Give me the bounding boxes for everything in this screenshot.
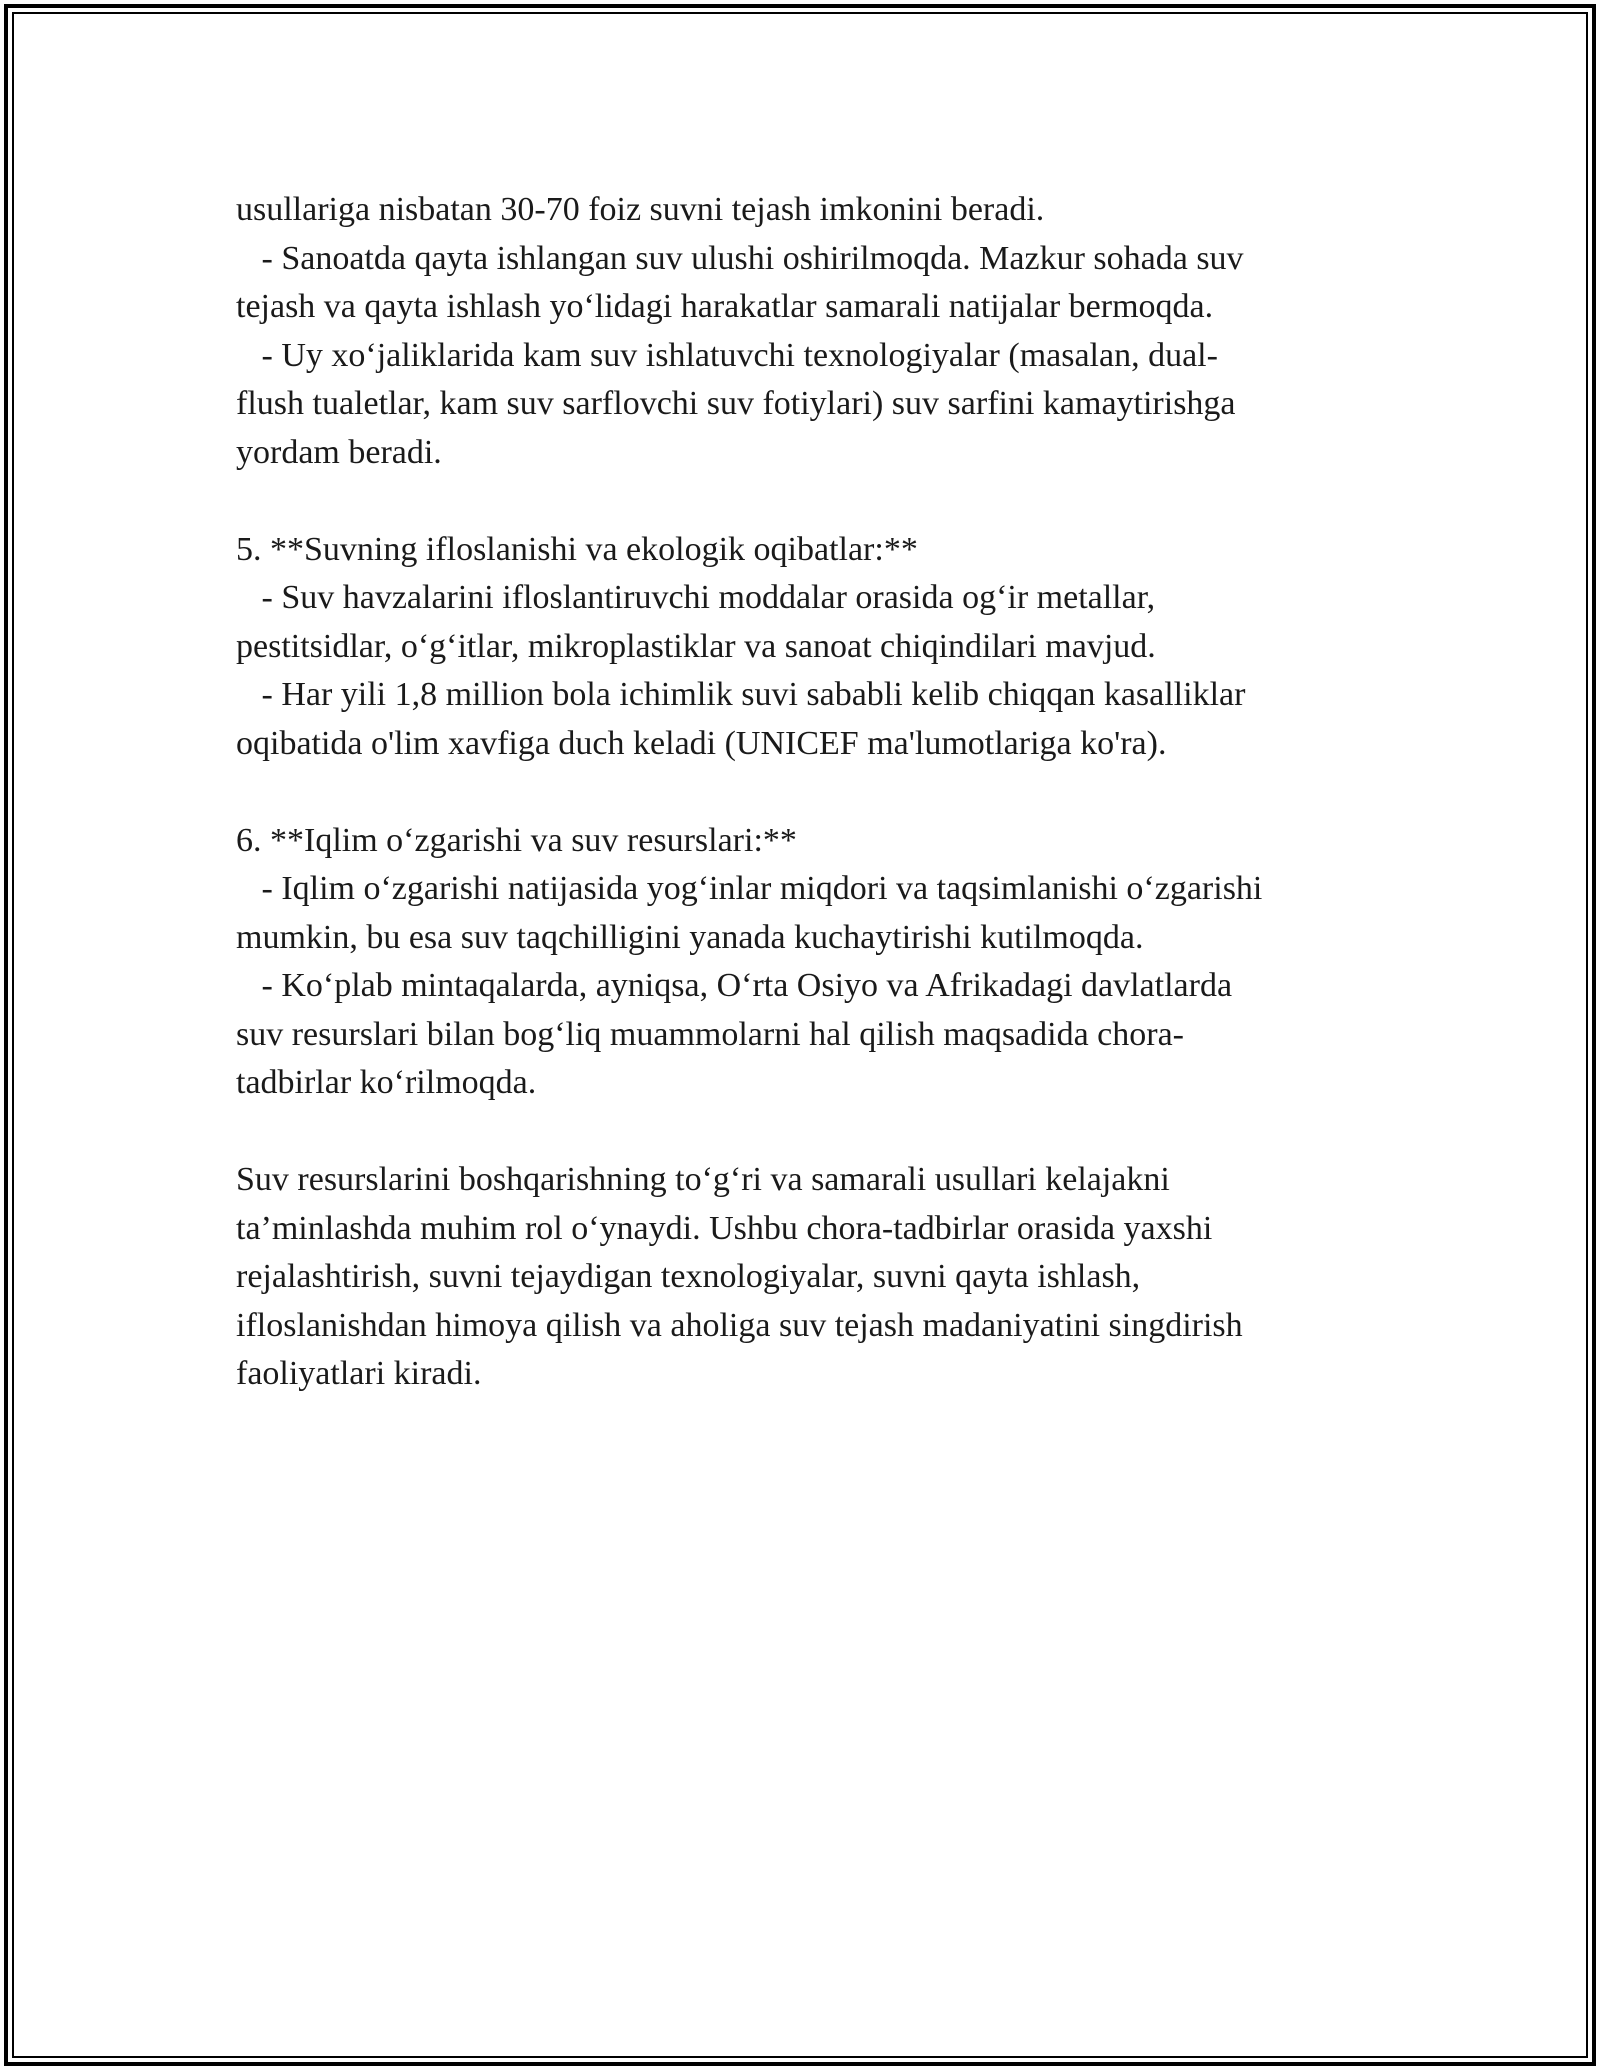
paragraph-gap: [236, 768, 1366, 817]
text-line: rejalashtirish, suvni tejaydigan texnologiyalar, suvni qayta ishlash,: [236, 1258, 1141, 1295]
text-line: ta’minlashda muhim rol o‘ynaydi. Ushbu chora-tadbirlar orasida yaxshi: [236, 1209, 1213, 1247]
text-line: flush tualetlar, kam suv sarflovchi suv fotiylari) suv sarfini kamaytirishga: [236, 385, 1236, 422]
text-line: ifloslanishdan himoya qilish va aholiga suv tejash madaniyatini singdirish: [236, 1306, 1243, 1344]
text-line: yordam beradi.: [236, 433, 442, 471]
text-line: tejash va qayta ishlash yo‘lidagi harakatlar samarali natijalar bermoqda.: [236, 288, 1214, 325]
text-line: suv resurslari bilan bog‘liq muammolarni hal qilish maqsadida chora-: [236, 1015, 1184, 1053]
section-heading: 6. **Iqlim o‘zgarishi va suv resurslari:**: [236, 821, 797, 859]
section-5-pollution: [236, 526, 1366, 769]
text-line: - Uy xo‘jaliklarida kam suv ishlatuvchi texnologiyalar (masalan, dual-: [236, 336, 1218, 374]
text-line: usullariga nisbatan 30-70 foiz suvni tejash imkonini beradi.: [236, 191, 1045, 228]
text-line: pestitsidlar, o‘g‘itlar, mikroplastiklar va sanoat chiqindilari mavjud.: [236, 627, 1156, 665]
paragraph-conclusion: [236, 1156, 1366, 1399]
text-line: faoliyatlari kiradi.: [236, 1355, 482, 1392]
text-line: - Suv havzalarini ifloslantiruvchi moddalar orasida og‘ir metallar,: [236, 579, 1156, 616]
text-line: Suv resurslarini boshqarishning to‘g‘ri va samarali usullari kelajakni: [236, 1161, 1170, 1198]
paragraph-gap: [236, 477, 1366, 526]
text-line: - Iqlim o‘zgarishi natijasida yog‘inlar miqdori va taqsimlanishi o‘zgarishi: [236, 870, 1263, 907]
text-line: - Ko‘plab mintaqalarda, ayniqsa, O‘rta Osiyo va Afrikadagi davlatlarda: [236, 967, 1233, 1004]
text-line: oqibatida o'lim xavfiga duch keladi (UNICEF ma'lumotlariga ko'ra).: [236, 724, 1167, 762]
text-line: - Har yili 1,8 million bola ichimlik suvi sababli kelib chiqqan kasalliklar: [236, 676, 1246, 713]
document-body: [236, 186, 1366, 1399]
section-heading: 5. **Suvning ifloslanishi va ekologik oqibatlar:**: [236, 530, 918, 568]
text-line: mumkin, bu esa suv taqchilligini yanada kuchaytirishi kutilmoqda.: [236, 918, 1144, 956]
text-line: - Sanoatda qayta ishlangan suv ulushi oshirilmoqda. Mazkur sohada suv: [236, 239, 1244, 277]
paragraph-water-saving: [236, 186, 1366, 477]
text-line: tadbirlar ko‘rilmoqda.: [236, 1064, 537, 1101]
section-6-climate: [236, 817, 1366, 1108]
paragraph-gap: [236, 1108, 1366, 1157]
